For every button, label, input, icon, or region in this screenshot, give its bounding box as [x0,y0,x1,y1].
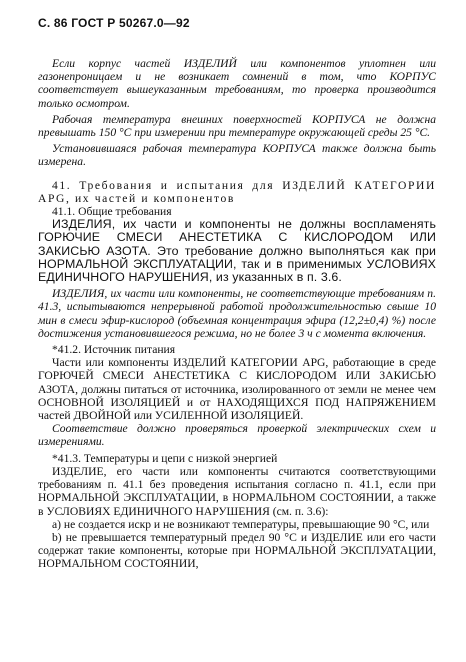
list-item-b: b) не превышается температурный предел 90 °С и ИЗДЕЛИЕ или его части содержат такие компоненты, которые при НОРМАЛЬНОЙ ЭКСПЛУАТАЦИИ, НОРМАЛЬНОМ СОСТОЯНИИ, [38,530,436,571]
page-content [38,57,436,571]
para-41-2-check: Соответствие должно проверяться проверкой электрических схем и измерениями. [38,422,436,449]
para-41-3: ИЗДЕЛИЕ, его части или компоненты считаются соответствующими требованиям п. 41.1 без проведения испытания согласно п. 41.1, если при НОРМАЛЬНОЙ ЭКСПЛУАТАЦИИ, в НОРМАЛЬНОМ СОСТОЯНИИ, а также в УСЛОВИЯХ ЕДИНИЧНОГО НАРУШЕНИЯ (см. п. 3.6): [38,464,436,518]
para-enclosure-tight: Если корпус частей ИЗДЕЛИЙ или компонентов уплотнен или газонепроницаем и не возникает сомнений в том, что КОРПУС соответствует вышеуказанным требованиям, то проверка производится только осмотром. [38,57,436,110]
para-steady-temp: Установившаяся рабочая температура КОРПУСА также должна быть измерена. [38,142,436,169]
para-41-1-test: ИЗДЕЛИЯ, их части или компоненты, не соответствующие требованиям п. 41.3, испытываются непрерывной работой продолжительностью свыше 10 мин в смеси эфир-кислород (объемная концентрация эфира (12,2±0,4) %) после достижения установившегося режима, но не более 3 ч с момента включения. [38,287,436,340]
para-working-temp: Рабочая температура внешних поверхностей КОРПУСА не должна превышать 150 °С при измерении при температуре окружающей среды 25 °С. [38,112,436,140]
subsection-heading-41-1: 41.1. Общие требования [52,205,172,219]
subsection-heading-41-2: *41.2. Источник питания [52,343,176,357]
list-item-a: а) не создается искр и не возникают температуры, превышающие 90 °С, или [52,517,430,531]
section-heading-41: 41. Требования и испытания для ИЗДЕЛИЙ КАТЕГОРИИ АРG, их частей и компонентов [38,178,436,205]
subsection-heading-41-3: *41.3. Температуры и цепи с низкой энергией [52,451,278,465]
para-41-1: ИЗДЕЛИЯ, их части и компоненты не должны воспламенять ГОРЮЧИЕ СМЕСИ АНЕСТЕТИКА С КИСЛОРОДОМ ИЛИ ЗАКИСЬЮ АЗОТА. Это требование должно выполняться как при НОРМАЛЬНОЙ ЭКСПЛУАТАЦИИ, так и в применимых УСЛОВИЯХ ЕДИНИЧНОГО НАРУШЕНИЯ, из указанных в п. 3.6. [38,217,436,285]
para-41-2: Части или компоненты ИЗДЕЛИЙ КАТЕГОРИИ АРG, работающие в среде ГОРЮЧЕЙ СМЕСИ АНЕСТЕТИКА С КИСЛОРОДОМ ИЛИ ЗАКИСЬЮ АЗОТА, должны питаться от источника, изолированного от земли не менее чем ОСНОВНОЙ ИЗОЛЯЦИЕЙ и от НАХОДЯЩИХСЯ ПОД НАПРЯЖЕНИЕМ частей ДВОЙНОЙ или УСИЛЕННОЙ ИЗОЛЯЦИЕЙ. [38,356,436,423]
page-header: С. 86 ГОСТ Р 50267.0—92 [38,16,190,30]
